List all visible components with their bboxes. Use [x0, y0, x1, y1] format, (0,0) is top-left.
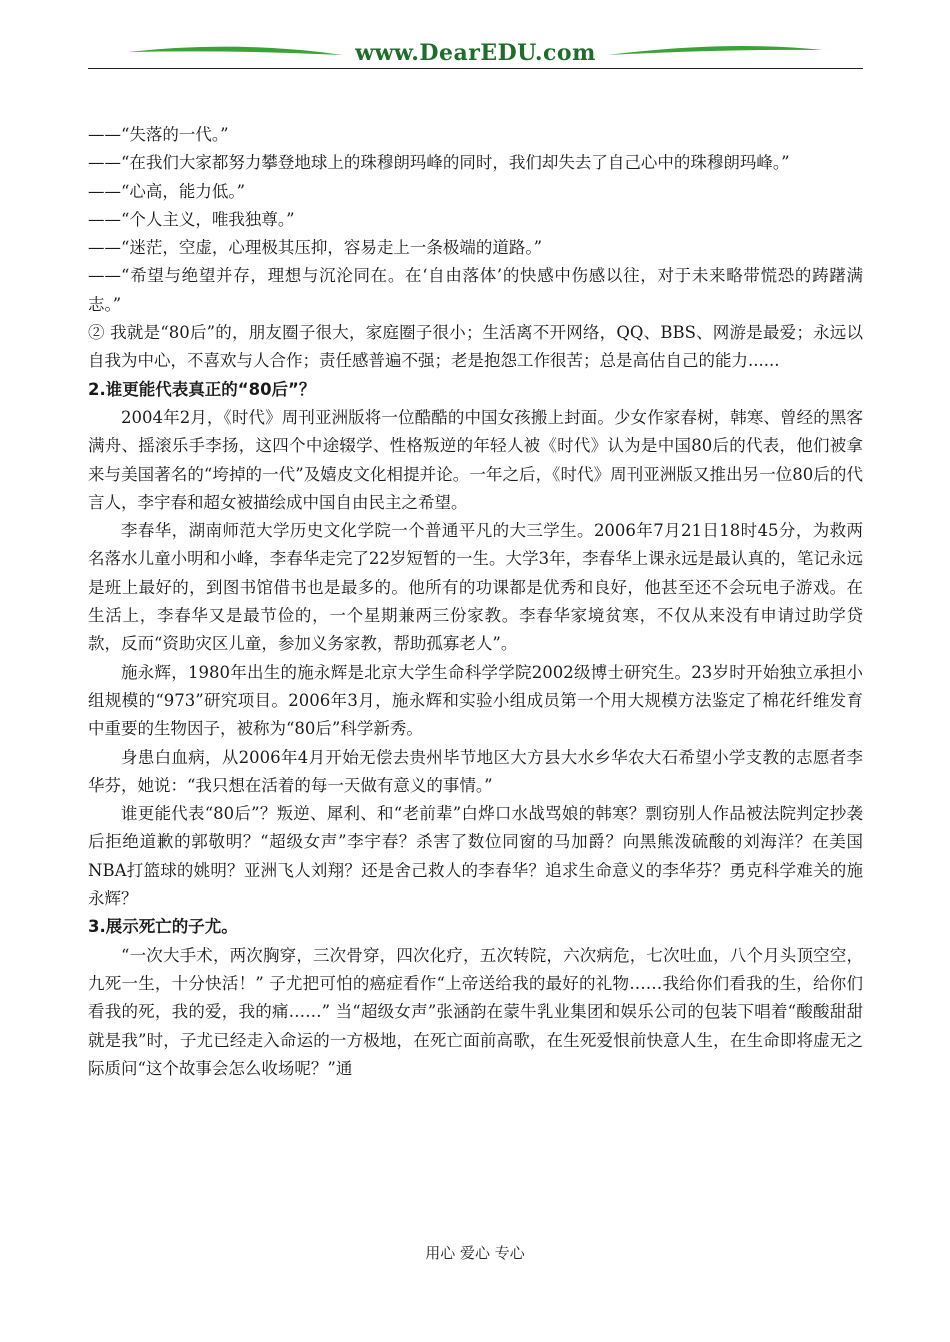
paragraph: “一次大手术，两次胸穿，三次骨穿，四次化疗，五次转院，六次病危，七次吐血，八个月头顶空空，九死一生，十分快活！” 子尤把可怕的癌症看作“上帝送给我的最好的礼物……我给你们看我的生，给你们看我的死，我的爱，我的痛……” 当“超级女声”张涵韵在蒙牛乳业集团和娱乐公司的包装下唱着“酸酸甜甜就是我”时，子尤已经走入命运的一方极地，在死亡面前高歌，在生死爱恨前快意人生，在生命即将虚无之际质问“这个故事会怎么收场呢？”通	[88, 945, 863, 1078]
quote-line: ——“希望与绝望并存，理想与沉沦同在。在‘自由落体’的快感中伤感以往，对于未来略带慌恐的踌躇满志。”	[88, 266, 863, 314]
header-divider	[88, 68, 863, 69]
section-heading: 2.谁更能代表真正的“80后”？	[88, 379, 316, 399]
section-heading: 3.展示死亡的子尤。	[88, 917, 238, 937]
paragraph: 2004年2月，《时代》周刊亚洲版将一位酷酷的中国女孩搬上封面。少女作家春树，韩寒、曾经的黑客满舟、摇滚乐手李扬，这四个中途辍学、性格叛逆的年轻人被《时代》认为是中国80后的代表，他们被拿来与美国著名的“垮掉的一代”及嬉皮文化相提并论。一年之后，《时代》周刊亚洲版又推出另一位80后的代言人，李宇春和超女被描绘成中国自由民主之希望。	[88, 407, 863, 512]
paragraph: 身患白血病，从2006年4月开始无偿去贵州毕节地区大方县大水乡华农大石希望小学支教的志愿者李华芬，她说：“我只想在活着的每一天做有意义的事情。”	[88, 747, 863, 795]
quote-line: ——“心高，能力低。”	[88, 181, 246, 201]
quote-line: ——“失落的一代。”	[88, 125, 229, 144]
quote-line: ——“个人主义，唯我独尊。”	[88, 209, 295, 229]
page-footer: 用心 爱心 专心	[425, 1244, 525, 1262]
paragraph: 谁更能代表“80后”？叛逆、犀利、和“老前辈”白烨口水战骂娘的韩寒？剽窃别人作品被法院判定抄袭后拒绝道歉的郭敬明？“超级女声”李宇春？杀害了数位同窗的马加爵？向黑熊泼硫酸的刘海洋？在美国NBA打篮球的姚明？亚洲飞人刘翔？还是舍己救人的李春华？追求生命意义的李华芬？勇克科学难关的施永辉？	[88, 804, 863, 909]
self-description: ② 我就是“80后”的，朋友圈子很大，家庭圈子很小；生活离不开网络，QQ、BBS、网游是最爱；永远以自我为中心，不喜欢与人合作；责任感普遍不强；老是抱怨工作很苦；总是高估自己的能力......	[88, 323, 863, 371]
paragraph: 施永辉，1980年出生的施永辉是北京大学生命科学学院2002级博士研究生。23岁时开始独立承担小组规模的“973”研究项目。2006年3月，施永辉和实验小组成员第一个用大规模方法鉴定了棉花纤维发育中重要的生物因子，被称为“80后”科学新秀。	[88, 662, 863, 739]
paragraph: 李春华，湖南师范大学历史文化学院一个普通平凡的大三学生。2006年7月21日18时45分，为救两名落水儿童小明和小峰，李春华走完了22岁短暂的一生。大学3年，李春华上课永远是最认真的，笔记永远是班上最好的，到图书馆借书也是最多的。他所有的功课都是优秀和良好，他甚至还不会玩电子游戏。在生活上，李春华又是最节俭的，一个星期兼两三份家教。李春华家境贫寒，不仅从来没有申请过助学贷款，反而“资助灾区儿童，参加义务家教，帮助孤寡老人”。	[88, 521, 863, 654]
article-body	[88, 121, 863, 1083]
quote-line: ——“迷茫，空虚，心理极其压抑，容易走上一条极端的道路。”	[88, 238, 543, 258]
quote-line: ——“在我们大家都努力攀登地球上的珠穆朗玛峰的同时，我们却失去了自己心中的珠穆朗玛峰。”	[88, 153, 790, 173]
site-brand: www.DearEDU.com	[355, 40, 596, 66]
